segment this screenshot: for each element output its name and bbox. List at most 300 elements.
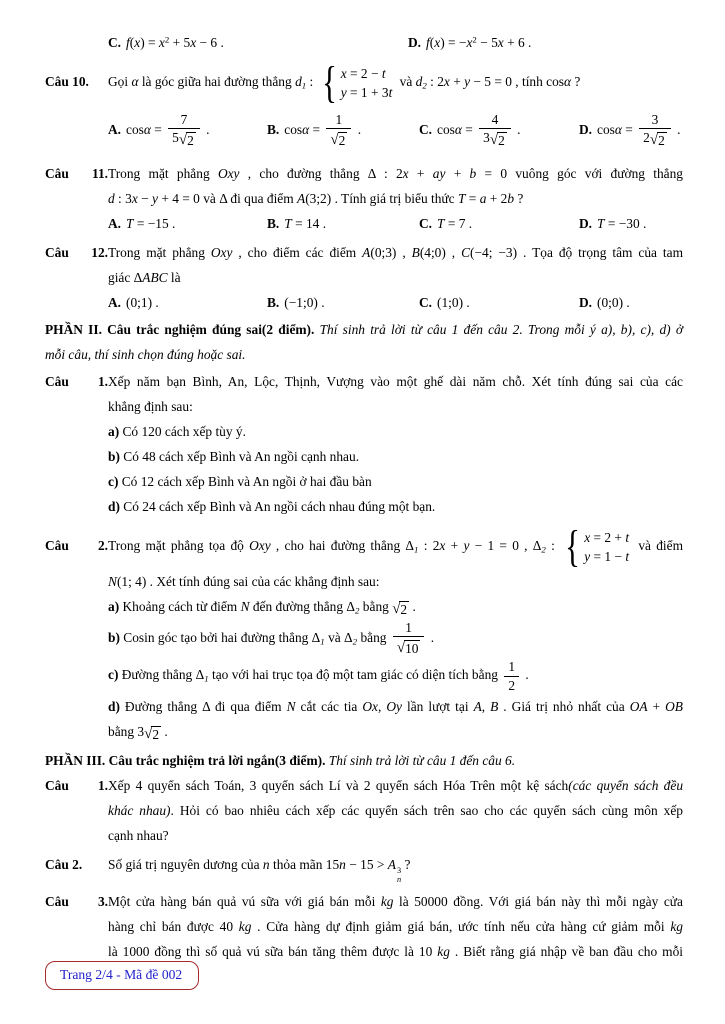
question-cau-12 [45,240,683,290]
question-p3-cau-1 [45,773,683,848]
sqrt-radical [392,601,409,618]
option-d [408,30,683,55]
italic-text-run: x [158,35,165,50]
text-run: 2 [658,133,665,149]
text-run: giác Δ [108,269,143,285]
text-run: = [465,190,480,206]
text-run: = 1 − [590,548,626,564]
fraction [639,112,671,150]
italic-text-run: t [625,548,630,564]
line [45,444,683,469]
italic-text-run: d [415,74,423,90]
line [45,265,683,290]
options-row-cau-12 [45,290,683,315]
text-run: = [150,121,166,137]
text-run: thỏa mãn 15 [269,857,340,873]
option-c [419,211,579,236]
italic-text-run: kg [238,918,252,934]
text-run: hàng chỉ bán được 40 [108,918,239,934]
radical-sign-icon: √ [396,640,406,657]
text-run: + 6 . [503,35,532,50]
italic-text-run: Oxy [249,537,271,553]
italic-text-run: t [625,529,630,545]
italic-text-run: ABC [142,269,168,285]
document-body [45,30,683,964]
radicand [497,132,507,149]
text-run: 2 [187,133,194,149]
line [45,186,683,211]
subscript: 2 [541,544,546,555]
bold-text-run: a) [108,423,120,439]
text-run: cạnh nhau? [108,828,169,844]
option-label: C. [419,294,433,310]
italic-text-run: T [126,215,134,231]
italic-text-run: Thí sinh trả lời từ câu 1 đến câu 2. Trong mỗi ý a), b), c), d) ở [319,321,684,337]
text-run: . [522,667,529,683]
fraction-numerator [326,112,351,128]
question-label: Câu 2. [45,537,108,553]
option-label: D. [579,294,593,310]
radical-sign-icon: √ [489,132,499,149]
system-row [584,547,629,566]
bold-text-run: c) [108,667,119,683]
text-run: (−4; −3) . Tọa độ trọng tâm của tam [470,244,683,260]
italic-text-run: x [134,35,141,50]
stack-subscript: n [396,875,402,885]
text-run: 3 [651,112,659,127]
text-run: cắt các tia [295,699,363,715]
fraction [479,112,511,150]
text-run: tạo với hai trục tọa độ một tam giác có diện tích bằng [208,667,502,683]
text-run: . Hỏi có bao nhiêu cách xếp các quyển sách trên sao cho các quyển sách cùng môn xếp [170,803,683,819]
italic-text-run: B [490,699,499,715]
italic-text-run: y [340,85,347,100]
italic-text-run: α [614,121,622,137]
option-b [267,290,419,315]
text-run: = −15 . [133,215,176,231]
text-run: Cosin góc tạo bởi hai đường thẳng Δ [119,629,321,645]
option-label: C. [108,35,122,50]
system-rows [584,528,629,566]
radical-sign-icon: √ [392,600,401,617]
text-run: (1;0) . [437,294,470,310]
italic-text-run: kg [670,918,683,934]
system-rows [341,64,393,102]
italic-text-run: A [297,190,306,206]
italic-text-run: N [286,699,296,715]
text-run: Số giá trị nguyên dương của [108,857,263,873]
italic-text-run: y [463,537,470,553]
option-label: D. [408,35,422,50]
line [45,161,683,186]
italic-text-run: A [473,699,482,715]
italic-text-run: α [454,121,462,137]
text-run: + 2 [486,190,508,206]
text-run: lần lượt tại [401,699,474,715]
text-run: − 5 = 0 , tính cos [470,74,565,90]
text-run: ? [514,190,524,206]
text-run: = [309,121,324,137]
text-run: . [513,121,521,137]
text-run: 7 [180,112,188,127]
option-label: B. [267,215,280,231]
italic-text-run: Ox [362,699,378,715]
radicand [657,132,667,149]
text-run: = −30 . [604,215,647,231]
text-run: Trong mặt phẳng tọa độ [108,537,250,553]
option-d [579,211,683,236]
text-run: = 2 − [346,66,382,81]
italic-text-run: N [240,598,250,614]
line [45,569,683,594]
option-a [108,290,267,315]
italic-text-run: khác nhau) [108,803,171,819]
italic-text-run: x [340,66,347,81]
text-run: . Biết rằng giá nhập về ban đầu cho mỗi [449,943,684,959]
question-label: Câu 2. [45,857,83,873]
italic-text-run: n [339,857,346,873]
italic-text-run: α [564,74,572,90]
fraction [504,659,519,693]
question-p2-cau-1 [45,369,683,519]
text-run: là góc giữa hai đường thẳng [138,74,296,90]
italic-text-run: x [434,35,441,50]
italic-text-run: t [388,85,393,100]
line [45,369,683,394]
text-run: Xếp 4 quyển sách Toán, 3 quyển sách Lí và 2 quyển sách Hóa Trên một kệ sách [108,778,569,794]
text-run: − 5 [476,35,498,50]
fraction [393,620,425,658]
fraction-numerator [393,620,425,636]
text-run: , cho hai đường thẳng Δ [270,537,415,553]
italic-text-run: y [152,190,158,206]
subscript: 1 [320,636,325,647]
fraction-denominator [168,128,200,149]
italic-text-run: x [443,74,450,90]
radical-sign-icon: √ [144,726,153,743]
options-row-cau-11 [45,211,683,236]
question-label: Câu 1. [45,373,108,389]
line [45,619,683,659]
text-run: Trong mặt phẳng [108,165,218,181]
italic-text-run: y [584,548,591,564]
text-run: : 2 [426,74,444,90]
italic-text-run: Oxy [217,165,240,181]
text-run: 2 [643,130,650,146]
radicand [338,132,348,149]
option-label: A. [108,121,122,137]
text-run: + [445,165,470,181]
text-run: 2 [338,133,346,149]
subscript: 1 [414,544,419,555]
option-label: A. [108,294,122,310]
page-footer-label: Trang 2/4 - Mã đề 002 [60,967,183,982]
text-run: và [396,74,416,90]
italic-text-run: mỗi câu, thí sinh chọn đúng hoặc sai. [45,346,246,362]
option-d [579,111,683,151]
italic-text-run: y [464,74,471,90]
text-run: Có 12 cách xếp Bình và An ngồi ở hai đầu bàn [118,473,372,489]
text-run: ( [129,35,135,50]
text-run: , [378,699,387,715]
text-run: 2 [508,677,516,693]
text-run: : [306,74,317,90]
text-run: + [647,699,666,715]
text-run: 2 [400,601,408,617]
text-run: . [161,724,168,740]
text-run: . [673,121,681,137]
radicand [404,640,420,657]
italic-text-run: Thí sinh trả lời từ câu 1 đến câu 6. [328,753,516,769]
sqrt-radical [330,132,347,149]
italic-text-run: x [584,529,591,545]
text-run: (0;0) . [597,294,630,310]
text-run: : [545,537,561,553]
fraction-numerator [168,112,200,128]
text-run: khẳng định sau: [108,398,193,414]
line [45,394,683,419]
text-run: . [354,121,362,137]
page-footer-badge [45,961,199,990]
option-b [267,211,419,236]
fraction [168,112,200,150]
text-run: bằng [359,598,393,614]
text-run: 1 [335,112,343,127]
bold-text-run: a) [108,598,120,614]
options-row-cau-10 [45,111,683,151]
italic-text-run: d [295,74,302,90]
italic-text-run: x [131,190,138,206]
line [45,419,683,444]
italic-text-run: kg [380,893,394,909]
line [45,914,683,939]
equation-system [562,521,630,571]
radicand [151,726,161,743]
italic-text-run: B [411,244,420,260]
bold-text-run: c) [108,473,119,489]
radicand [186,132,196,149]
line [45,823,683,848]
fraction-numerator [639,112,671,128]
text-run: (3;2) . Tính giá trị biểu thức [305,190,458,206]
text-run: 4 [491,112,499,127]
stack-superscript: 3 [396,866,402,876]
bold-text-run: PHẦN II. Câu trắc nghiệm đúng sai(2 điểm). [45,321,320,337]
text-run: và điểm [633,537,684,553]
subscript: 2 [422,80,427,91]
radicand [399,601,409,618]
subscript: 2 [352,636,358,647]
italic-text-run: kg [437,943,450,959]
italic-text-run: OB [665,699,683,715]
text-run: Khoảng cách từ điểm [119,598,241,614]
italic-text-run: C [461,244,471,260]
italic-text-run: T [284,215,292,231]
left-brace-icon: { [321,58,337,107]
text-run: . Giá trị nhỏ nhất của [498,699,630,715]
options-row-fx [45,30,683,55]
text-run: (4;0) , [419,244,462,260]
equation-system [319,58,393,107]
line [45,240,683,265]
bold-text-run: d) [108,699,120,715]
option-b [267,111,419,151]
text-run: , [481,699,491,715]
italic-text-run: N [108,573,117,589]
text-run: . [202,121,210,137]
bold-text-run: PHẦN III. Câu trắc nghiệm trả lời ngắn(3 điểm). [45,753,329,769]
text-run: − 15 > [345,857,388,873]
text-run: + [408,165,433,181]
radical-sign-icon: √ [649,132,659,149]
question-p3-cau-3 [45,889,683,964]
italic-text-run: A [387,857,396,873]
question-label: Câu 10. [45,74,89,90]
italic-text-run: b [507,190,515,206]
text-run: cos [597,121,615,137]
text-run: : 2 [418,537,440,553]
text-run: bằng [357,629,390,645]
text-run: − 6 . [196,35,224,50]
question-label: Câu 3. [45,893,108,909]
subscript: 1 [301,80,307,91]
italic-text-run: b [469,165,477,181]
italic-text-run: A [362,244,371,260]
line [45,658,683,694]
superscript: 2 [164,34,170,45]
text-run: − [137,190,153,206]
option-label: B. [267,294,280,310]
italic-text-run: n [262,857,270,873]
text-run: . Cửa hàng dự định giảm giá bán, ước tính nếu cửa hàng cứ giảm mỗi [251,918,671,934]
text-run: , cho điểm các điểm [232,244,363,260]
sqrt-radical [144,726,161,743]
text-run: Đường thẳng Δ [118,667,205,683]
text-run: + 4 = 0 và Δ đi qua điểm [157,190,297,206]
text-run: . [409,598,416,614]
radical-sign-icon: √ [330,132,339,149]
fraction-numerator [504,659,519,675]
text-run: − 1 = 0 , Δ [469,537,542,553]
option-label: D. [579,121,593,137]
line [45,694,683,719]
text-run: = [621,121,637,137]
italic-text-run: α [143,121,151,137]
italic-text-run: α [131,74,139,90]
text-run: 3 [483,130,490,146]
section-phan-3 [45,748,683,773]
bold-text-run: d) [108,498,120,514]
italic-text-run: Oy [386,699,402,715]
option-d [579,290,683,315]
text-run: là 50000 đồng. Với giá bán này thì mỗi ngày cửa [393,893,683,909]
system-row [341,83,393,102]
option-label: C. [419,121,433,137]
option-a [108,211,267,236]
text-run: = 14 . [291,215,327,231]
option-label: B. [267,121,280,137]
text-run: + 5 [169,35,191,50]
line [45,939,683,964]
option-c [419,111,579,151]
line [45,317,683,342]
question-label: Câu 12. [45,244,108,260]
option-label: C. [419,215,433,231]
fraction [326,112,351,150]
text-run: và Δ [324,629,353,645]
option-label: A. [108,215,122,231]
text-run: 1 [405,619,412,635]
italic-text-run: T [457,190,466,206]
text-run: 2 [498,133,505,149]
text-run: Có 120 cách xếp tùy ý. [119,423,246,439]
subscript: 1 [204,673,209,684]
fraction-denominator [639,128,671,149]
italic-text-run: f [426,35,430,50]
italic-text-run: x [439,537,446,553]
superscript: 2 [472,34,477,45]
italic-text-run: d [108,190,115,206]
italic-text-run: OA [629,699,648,715]
text-run: đến đường thẳng Δ [249,598,356,614]
text-run: (0;1) . [126,294,159,310]
text-run: cos [437,121,455,137]
bold-text-run: b) [108,448,120,464]
text-run: Có 48 cách xếp Bình và An ngồi cạnh nhau. [119,448,360,464]
text-run: Đường thẳng Δ đi qua điểm [119,699,287,715]
fraction-denominator [504,676,519,693]
sqrt-radical [397,640,421,657]
text-run: ) = [140,35,159,50]
fraction-denominator [326,128,351,149]
option-label: D. [579,215,593,231]
line [45,773,683,798]
text-run: = 1 + 3 [346,85,389,100]
option-c [108,30,408,55]
text-run: ( [429,35,435,50]
option-c [419,290,579,315]
sqrt-radical [179,132,196,149]
italic-text-run: ay [432,165,446,181]
text-run: (1; 4) . Xét tính đúng sai của các khẳng định sau: [116,573,380,589]
text-run: Một cửa hàng bán quả vú sữa với giá bán mỗi [108,893,381,909]
text-run: 2 [152,727,160,743]
text-run: + [445,537,464,553]
sqrt-radical [490,132,507,149]
subscript: 2 [355,605,360,616]
italic-text-run: a [479,190,487,206]
sqrt-radical [650,132,667,149]
line [45,889,683,914]
text-run: Xếp năm bạn Bình, An, Lộc, Thịnh, Vượng vào một ghế dài năm chỗ. Xét tính đúng sai của các [108,373,683,389]
question-label: Câu 1. [45,778,108,794]
system-row [584,528,629,547]
text-run: 1 [508,659,516,675]
text-run: 5 [172,130,179,146]
line [45,58,683,107]
italic-text-run: α [302,121,310,137]
text-run: là [167,269,181,285]
italic-text-run: T [597,215,605,231]
italic-text-run: x [402,165,409,181]
section-phan-2 [45,317,683,367]
italic-text-run: f [126,35,130,50]
line [45,719,683,744]
italic-text-run: Oxy [210,244,233,260]
question-cau-11 [45,161,683,211]
text-run: , cho đường thẳng Δ : 2 [239,165,403,181]
text-run: ? [401,857,411,873]
